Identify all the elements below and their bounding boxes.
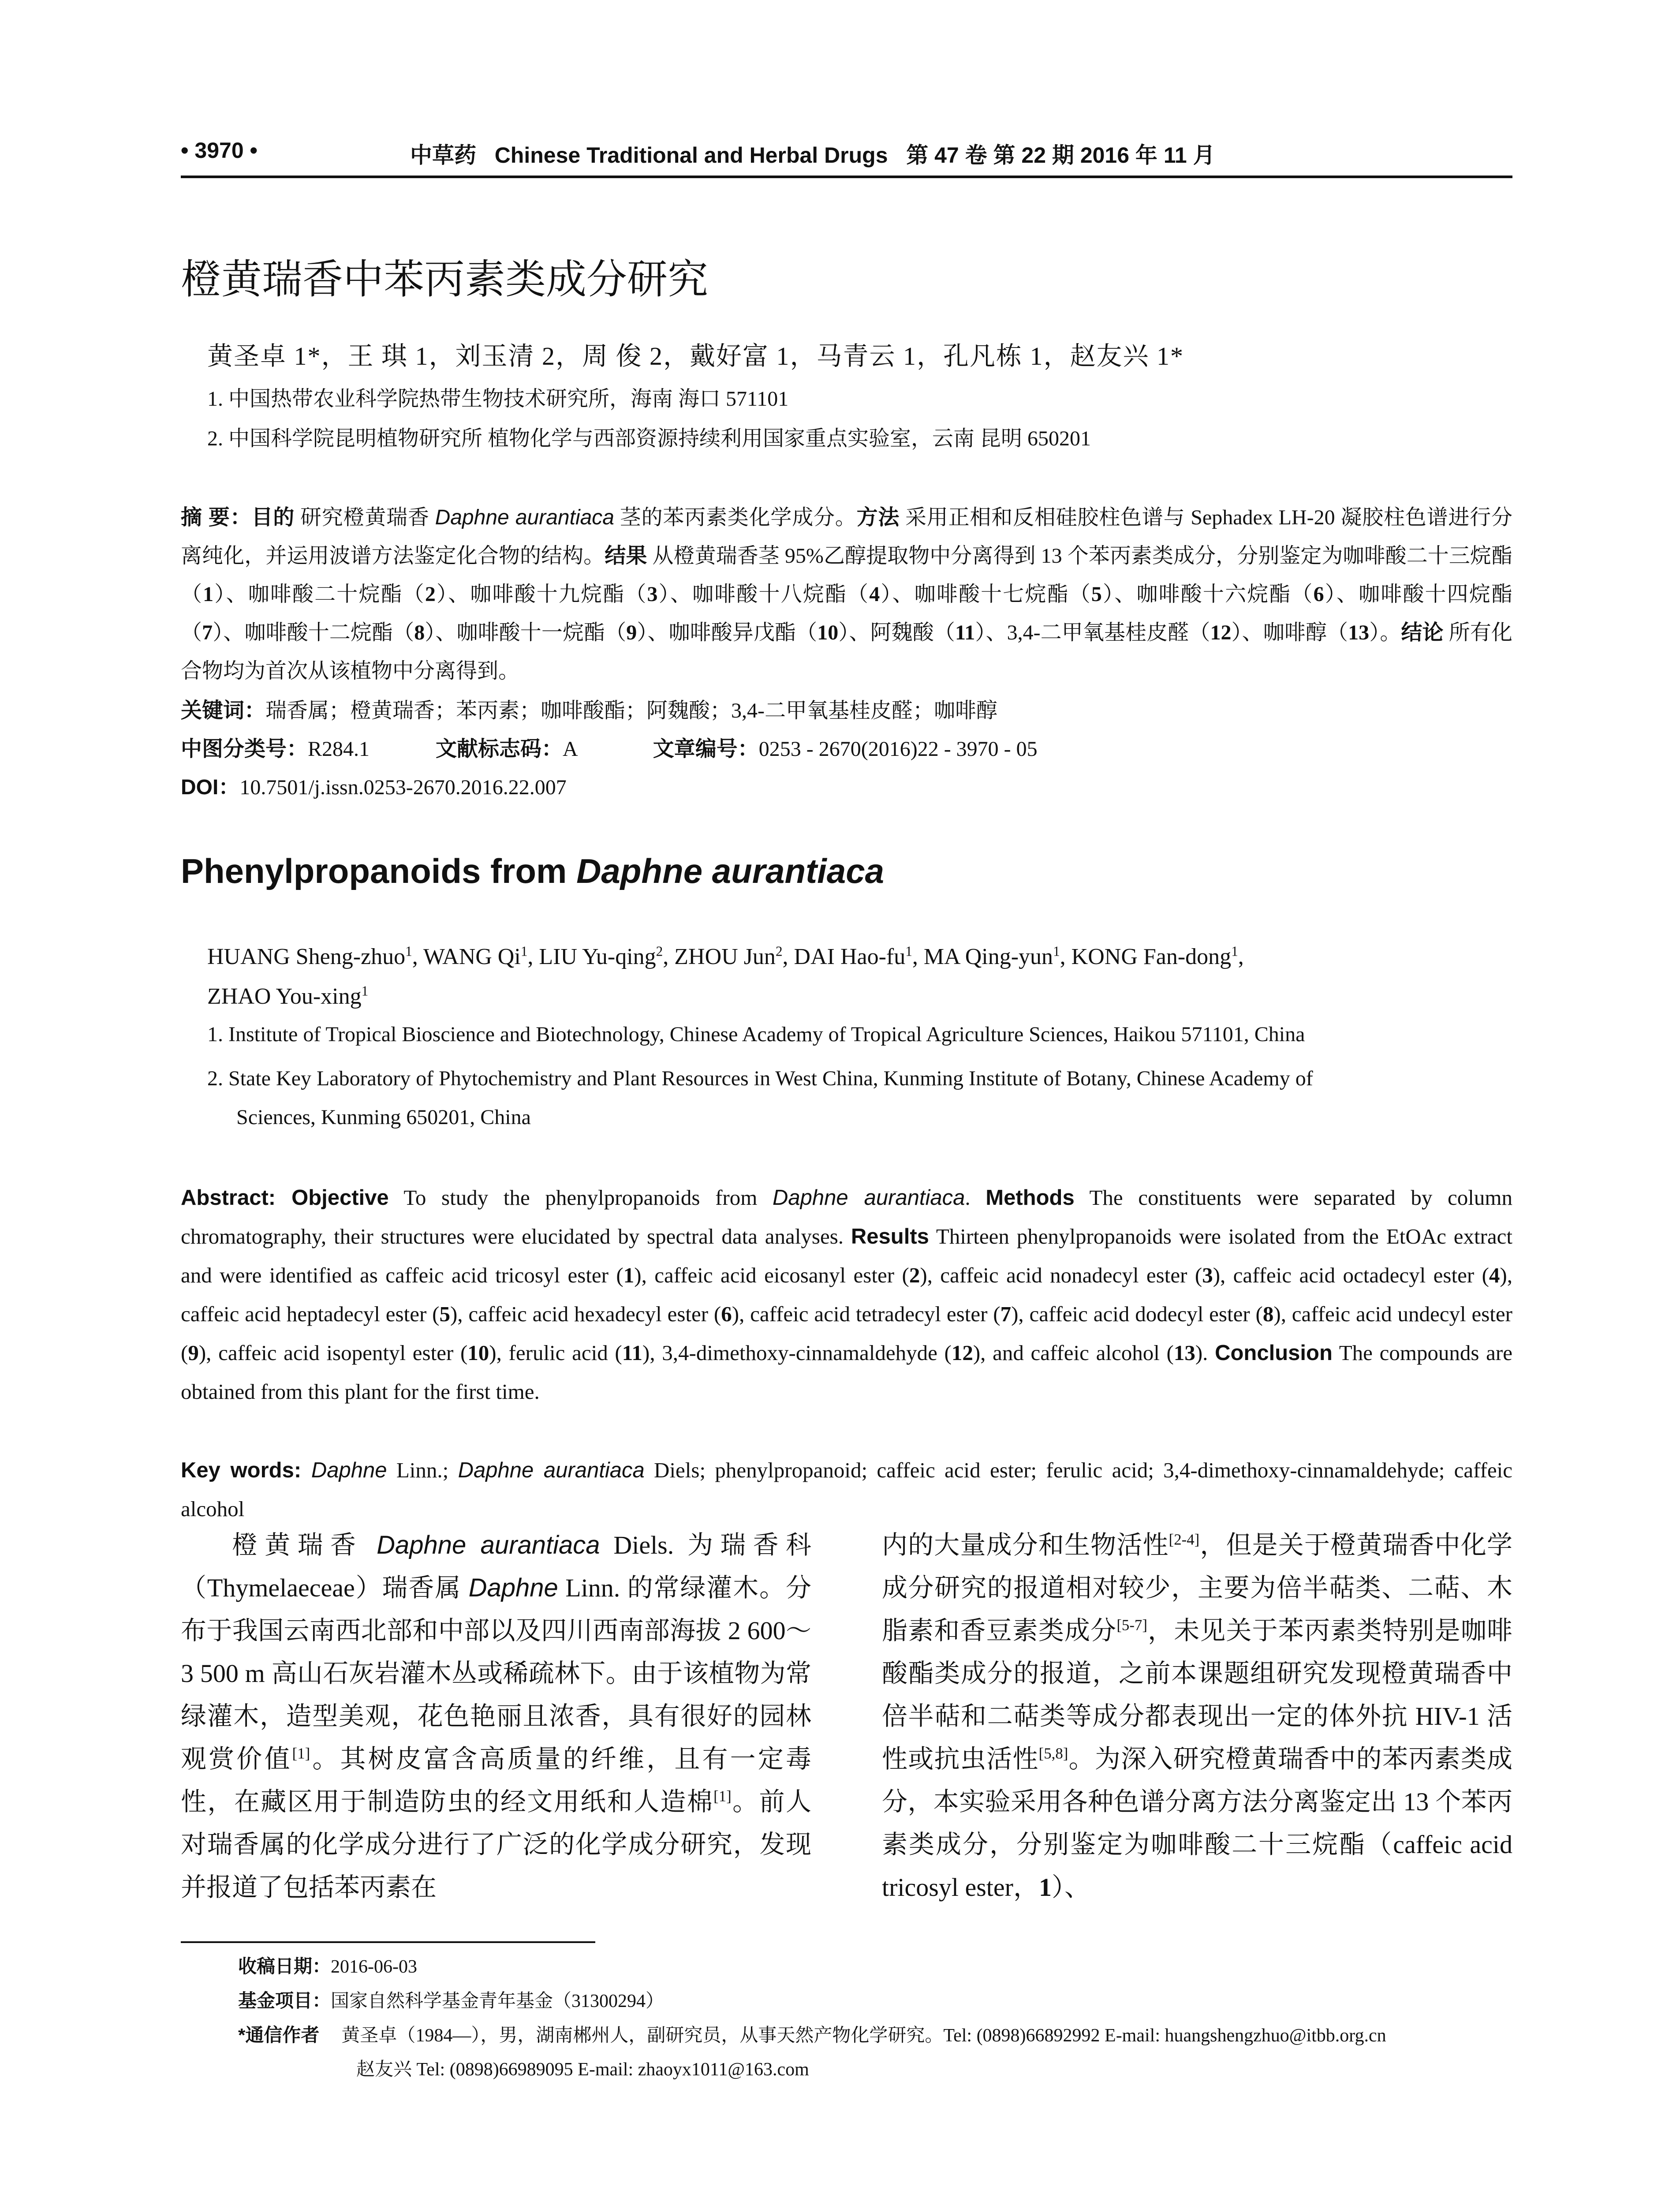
body-text: 。其树皮富含高质量的纤维，且有一定毒性，在藏区用于制造防虫的经文用纸和人造棉: [181, 1745, 811, 1816]
cn-methods-text: 采用正相和反相硅胶柱色谱与 Sephadex LH-20 凝胶柱色谱进行分离纯化，并运用波谱方法鉴定化合物的结构。: [181, 506, 1512, 568]
cn-results-text: ）、阿魏酸（: [838, 621, 955, 644]
compound-number: 10: [467, 1341, 489, 1365]
citation-ref[interactable]: [5-7]: [1116, 1616, 1147, 1634]
body-text: 内的大量成分和生物活性: [882, 1531, 1169, 1559]
cn-results-text: ）。: [1369, 621, 1401, 644]
body-column-left: [181, 1524, 811, 1909]
journal-cn-name: 中草药: [410, 143, 476, 168]
en-affiliation-2: [207, 1059, 1512, 1137]
body-text: 。为深入研究橙黄瑞香中的苯丙素类成分，本实验采用各种色谱分离方法分离鉴定出 13 个苯丙素类成分，分别鉴定为咖啡酸二十三烷酯（caffeic acid tricosyl ester，: [882, 1745, 1512, 1902]
compound-number: 3: [647, 583, 658, 606]
compound-number: 4: [869, 583, 880, 606]
compound-number: 6: [721, 1302, 732, 1326]
footnote-rule: [181, 1941, 595, 1943]
cn-objective-label: 目的: [251, 506, 295, 529]
cn-results-label: 结果: [605, 544, 647, 568]
en-methods-label: Methods: [986, 1186, 1075, 1210]
cn-title: 橙黄瑞香中苯丙素类成分研究: [181, 257, 709, 302]
cn-results-text: 从橙黄瑞香茎 95%乙醇提取物中分离得到 13 个苯丙素类成分，分别鉴定为咖啡酸二十三烷酯（: [181, 544, 1512, 606]
body-text: ，但是关于橙黄瑞香中化学成分研究的报道相对较少，主要为倍半萜类、二萜、木脂素和香豆素类成分: [882, 1531, 1512, 1645]
body-genus: Daphne: [468, 1573, 558, 1602]
en-conclusion-label: Conclusion: [1215, 1341, 1333, 1365]
footnote-fund: [238, 1984, 664, 2018]
body-text: 。前人对瑞香属的化学成分进行了广泛的化学成分研究，发现并报道了包括苯丙素在: [181, 1787, 811, 1902]
compound-number: 5: [1091, 583, 1102, 606]
compound-number: 1: [1038, 1873, 1052, 1902]
footnote-value: 2016-06-03: [331, 1957, 417, 1977]
cn-keywords: [181, 691, 1512, 730]
cn-results-text: ）、咖啡酸十六烷酯（: [1101, 583, 1314, 606]
en-results-label: Results: [851, 1225, 929, 1248]
cn-affiliation-1: 1. 中国热带农业科学院热带生物技术研究所，海南 海口 571101: [207, 387, 789, 411]
cn-results-text: ）、咖啡酸十八烷酯（: [657, 583, 870, 606]
clc-value: R284.1: [308, 737, 370, 761]
kw-genus: Daphne: [311, 1458, 387, 1482]
compound-number: 1: [623, 1263, 635, 1287]
en-keywords-label: Key words:: [181, 1458, 311, 1482]
cn-results-text: ）、咖啡酸二十烷酯（: [213, 583, 425, 606]
page-number: • 3970 •: [181, 138, 258, 163]
en-results-text: ), caffeic acid eicosanyl ester (: [634, 1263, 909, 1287]
compound-number: 3: [1202, 1263, 1213, 1287]
en-results-text: ), 3,4-dimethoxy-cinnamaldehyde (: [642, 1341, 952, 1365]
volume-issue: 第 47 卷 第 22 期 2016 年 11 月: [906, 143, 1215, 168]
en-results-text: ), caffeic acid tetradecyl ester (: [732, 1302, 1001, 1326]
footnote-corresponding: [238, 2018, 1386, 2053]
footnote-value: 国家自然科学基金青年基金（31300294）: [331, 1991, 665, 2011]
cn-results-text: ）、咖啡醇（: [1231, 621, 1348, 644]
articleno-value: 0253 - 2670(2016)22 - 3970 - 05: [758, 737, 1038, 761]
en-abstract-label: Abstract:: [181, 1186, 292, 1210]
compound-number: 4: [1489, 1263, 1500, 1287]
en-objective-label: Objective: [291, 1186, 389, 1210]
en-results-text: ), ferulic acid (: [489, 1341, 622, 1365]
en-objective-text-end: .: [965, 1185, 986, 1210]
journal-line: [410, 138, 1215, 169]
compound-number: 1: [203, 583, 214, 606]
doi-label: DOI：: [181, 776, 240, 799]
en-affiliation-2-line2: Sciences, Kunming 650201, China: [236, 1106, 531, 1129]
compound-number: 7: [1000, 1302, 1012, 1326]
compound-number: 6: [1313, 583, 1324, 606]
en-results-text: ), caffeic acid hexadecyl ester (: [450, 1302, 721, 1326]
citation-ref[interactable]: [1]: [713, 1787, 732, 1805]
en-results-text: Thirteen phenylpropanoids were isolated from the EtOAc extract and were identified as caffeic acid tricosyl ester (: [181, 1224, 1512, 1287]
en-results-text: ), caffeic acid heptadecyl ester (: [181, 1263, 1512, 1326]
compound-number: 9: [626, 621, 637, 644]
compound-number: 10: [817, 621, 839, 644]
doccode-label: 文献标志码：: [436, 737, 563, 761]
citation-ref[interactable]: [1]: [292, 1745, 310, 1762]
cn-results-text: ）、3,4-二甲氧基桂皮醛（: [975, 621, 1210, 644]
cn-results-text: ）、咖啡酸异戊酯（: [637, 621, 818, 644]
en-results-text: ), caffeic acid octadecyl ester (: [1213, 1263, 1489, 1287]
compound-number: 13: [1173, 1341, 1195, 1365]
compound-number: 5: [439, 1302, 450, 1326]
en-results-text: ), and caffeic alcohol (: [973, 1341, 1174, 1365]
cn-results-text: ）、咖啡酸十一烷酯（: [425, 621, 627, 644]
en-results-text: ), caffeic acid dodecyl ester (: [1011, 1302, 1263, 1326]
compound-number: 13: [1348, 621, 1370, 644]
footnote-value: 黄圣卓（1984—），男，湖南郴州人，副研究员，从事天然产物化学研究。Tel: (0898)66892992 E-mail: huangshengzhuo@itbb.org.cn: [341, 2026, 1386, 2046]
footnote-corresponding-2: 赵友兴 Tel: (0898)66989095 E-mail: zhaoyx1011@163.com: [356, 2059, 809, 2080]
en-abstract: [181, 1178, 1512, 1411]
clc-label: 中图分类号：: [181, 737, 308, 761]
compound-number: 8: [1262, 1302, 1274, 1326]
cn-conclusion-text: 所有化合物均为首次从该植物中分离得到。: [181, 621, 1512, 683]
cn-authors: 黄圣卓 1*，王 琪 1，刘玉清 2，周 俊 2，戴好富 1，马青云 1，孔凡栋 1，赵友兴 1*: [207, 342, 1184, 370]
en-conclusion-text: The compounds are obtained from this plant for the first time.: [181, 1341, 1513, 1404]
en-objective-text: To study the phenylpropanoids from: [388, 1185, 773, 1210]
en-results-text: ), caffeic acid isopentyl ester (: [198, 1341, 468, 1365]
body-text: 橙黄瑞香: [232, 1531, 377, 1559]
en-affiliation-1: 1. Institute of Tropical Bioscience and Biotechnology, Chinese Academy of Tropical Agriculture Sciences, Haikou 571101, China: [207, 1023, 1305, 1046]
en-methods-text: The constituents were separated by column chromatography, their structures were elucidated by spectral data analyses.: [181, 1185, 1512, 1248]
body-text: ）、: [1051, 1873, 1090, 1902]
body-text: Linn. 的常绿灌木。分布于我国云南西北部和中部以及四川西南部海拔 2 600～3 500 m 高山石灰岩灌木丛或稀疏林下。由于该植物为常绿灌木，造型美观，花色艳丽且浓香，具有很好的园林观赏价值: [181, 1573, 811, 1773]
cn-objective-text-end: 茎的苯丙素类化学成分。: [614, 506, 857, 529]
cn-classification: [181, 730, 1512, 768]
cn-abstract: [181, 498, 1512, 690]
en-species-name: Daphne aurantiaca: [772, 1186, 965, 1210]
compound-number: 8: [414, 621, 425, 644]
compound-number: 2: [425, 583, 436, 606]
cn-results-text: ）、咖啡酸十九烷酯（: [435, 583, 647, 606]
compound-number: 9: [188, 1341, 199, 1365]
body-column-right: [882, 1524, 1512, 1909]
header-rule: [181, 176, 1512, 178]
en-authors: HUANG Sheng-zhuo$^1$, WANG Qi$^1$, LIU Yu-qing$^2$, ZHOU Jun$^2$, DAI Hao-$fu^1$, MA Qing-yun$^1$, KONG Fan-dong$^1$, ZHAO You-xing$^1$: [207, 943, 1244, 1009]
compound-number: 11: [622, 1341, 643, 1365]
running-header: [181, 138, 1512, 173]
cn-results-text: ）、咖啡酸十二烷酯（: [213, 621, 414, 644]
en-title-text: Phenylpropanoids from: [181, 852, 577, 890]
cn-objective-text: 研究橙黄瑞香: [295, 506, 435, 529]
doi-line: [181, 768, 1512, 807]
en-title-species: Daphne aurantiaca: [576, 852, 884, 890]
body-text: ，未见关于苯丙素类特别是咖啡酸酯类成分的报道，之前本课题组研究发现橙黄瑞香中倍半萜和二萜类等成分都表现出一定的体外抗 HIV-1 活性或抗虫活性: [882, 1616, 1512, 1773]
cn-keywords-label: 关键词：: [181, 699, 266, 722]
en-results-text: ), caffeic acid undecyl ester (: [181, 1302, 1512, 1365]
doccode-value: A: [563, 737, 578, 761]
footnote-label: 基金项目：: [238, 1990, 331, 2011]
en-title: [181, 851, 884, 891]
footnote-label: 收稿日期：: [238, 1956, 331, 1977]
doi-link[interactable]: 10.7501/j.issn.0253-2670.2016.22.007: [239, 776, 567, 799]
body-text: Diels. 为瑞香科（Thymelaeceae）瑞香属: [181, 1531, 811, 1602]
kw-species: Daphne aurantiaca: [458, 1458, 645, 1482]
compound-number: 12: [951, 1341, 973, 1365]
cn-keywords-text: 瑞香属；橙黄瑞香；苯丙素；咖啡酸酯；阿魏酸；3,4-二甲氧基桂皮醛；咖啡醇: [265, 699, 998, 722]
compound-number: 11: [955, 621, 975, 644]
compound-number: 7: [202, 621, 213, 644]
articleno-label: 文章编号：: [653, 737, 759, 761]
cn-results-text: ）、咖啡酸十七烷酯（: [880, 583, 1091, 606]
citation-ref[interactable]: [2-4]: [1169, 1531, 1200, 1548]
cn-methods-label: 方法: [856, 506, 900, 529]
cn-species-name: Daphne aurantiaca: [435, 506, 614, 529]
kw-text: Diels; phenylpropanoid; caffeic acid ester; ferulic acid; 3,4-dimethoxy-cinnamaldehyde; caffeic alcohol: [181, 1458, 1512, 1521]
cn-affiliation-2: 2. 中国科学院昆明植物研究所 植物化学与西部资源持续利用国家重点实验室，云南 昆明 650201: [207, 427, 1091, 450]
en-affiliation-2-line1: 2. State Key Laboratory of Phytochemistry and Plant Resources in West China, Kunming Institute of Botany, Chinese Academy of: [207, 1067, 1313, 1090]
cn-results-text: ）、咖啡酸十四烷酯（: [181, 583, 1512, 644]
en-results-text: ), caffeic acid nonadecyl ester (: [920, 1263, 1202, 1287]
en-results-text: ).: [1195, 1341, 1215, 1365]
en-keywords: [181, 1451, 1512, 1529]
body-species: Daphne aurantiaca: [377, 1531, 600, 1559]
journal-en-name: Chinese Traditional and Herbal Drugs: [494, 143, 888, 168]
compound-number: 12: [1210, 621, 1232, 644]
citation-ref[interactable]: [5,8]: [1038, 1745, 1068, 1762]
footnote-received: [238, 1949, 417, 1984]
footnote-label: *通信作者: [238, 2025, 320, 2045]
cn-abstract-label: 摘 要：: [181, 506, 252, 529]
cn-conclusion-label: 结论: [1401, 621, 1444, 644]
compound-number: 2: [909, 1263, 920, 1287]
kw-text: Linn.;: [387, 1458, 458, 1482]
